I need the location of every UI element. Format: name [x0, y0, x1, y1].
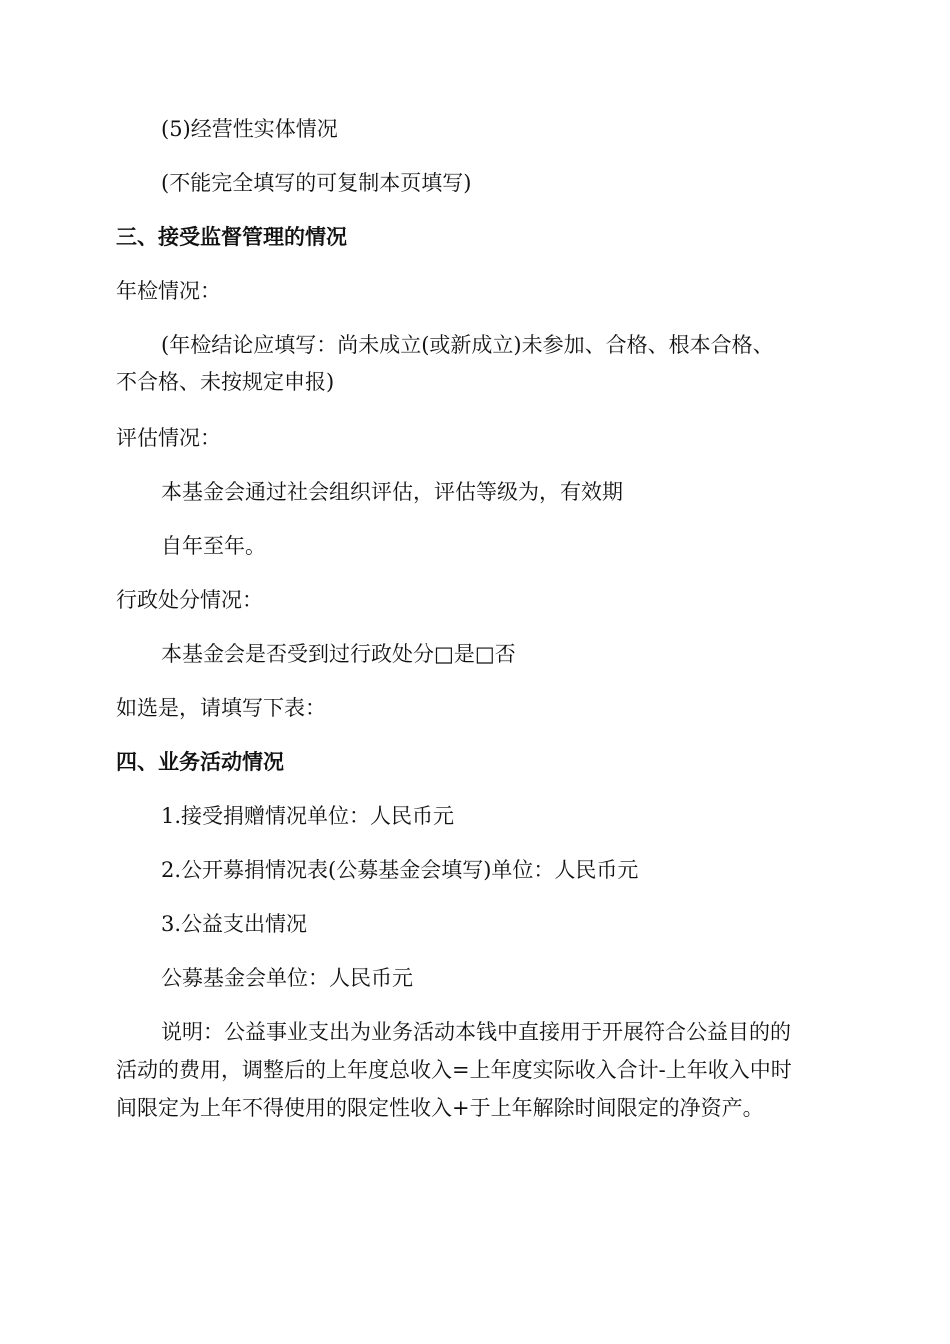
- evaluation-label: 评估情况：: [116, 426, 221, 450]
- item-donations: 1.接受捐赠情况单位：人民币元: [161, 804, 455, 828]
- penalty-followup: 如选是，请填写下表：: [116, 696, 326, 720]
- evaluation-text-line1: 本基金会通过社会组织评估，评估等级为，有效期: [161, 480, 623, 504]
- explanation-line2: 活动的费用，调整后的上年度总收入=上年度实际收入合计-上年收入中时: [116, 1058, 792, 1082]
- annual-inspection-label: 年检情况：: [116, 279, 221, 303]
- item-5-operating-entity: (5)经营性实体情况: [161, 117, 338, 141]
- copy-note: (不能完全填写的可复制本页填写): [161, 171, 472, 195]
- penalty-question: 本基金会是否受到过行政处分□是□否: [161, 642, 516, 666]
- item-public-fundraising: 2.公开募捐情况表(公募基金会填写)单位：人民币元: [161, 858, 639, 882]
- section-3-heading: 三、接受监督管理的情况: [116, 225, 347, 249]
- section-4-heading: 四、业务活动情况: [116, 750, 284, 774]
- penalty-label: 行政处分情况：: [116, 588, 263, 612]
- explanation-line1: 说明：公益事业支出为业务活动本钱中直接用于开展符合公益目的的: [161, 1020, 791, 1044]
- evaluation-text-line2: 自年至年。: [161, 534, 266, 558]
- item-public-welfare: 3.公益支出情况: [161, 912, 308, 936]
- annual-inspection-note-line1: (年检结论应填写：尚未成立(或新成立)未参加、合格、根本合格、: [161, 333, 774, 357]
- annual-inspection-note-line2: 不合格、未按规定申报): [116, 370, 335, 394]
- item-public-foundation-unit: 公募基金会单位：人民币元: [161, 966, 413, 990]
- explanation-line3: 间限定为上年不得使用的限定性收入+于上年解除时间限定的净资产。: [116, 1096, 764, 1120]
